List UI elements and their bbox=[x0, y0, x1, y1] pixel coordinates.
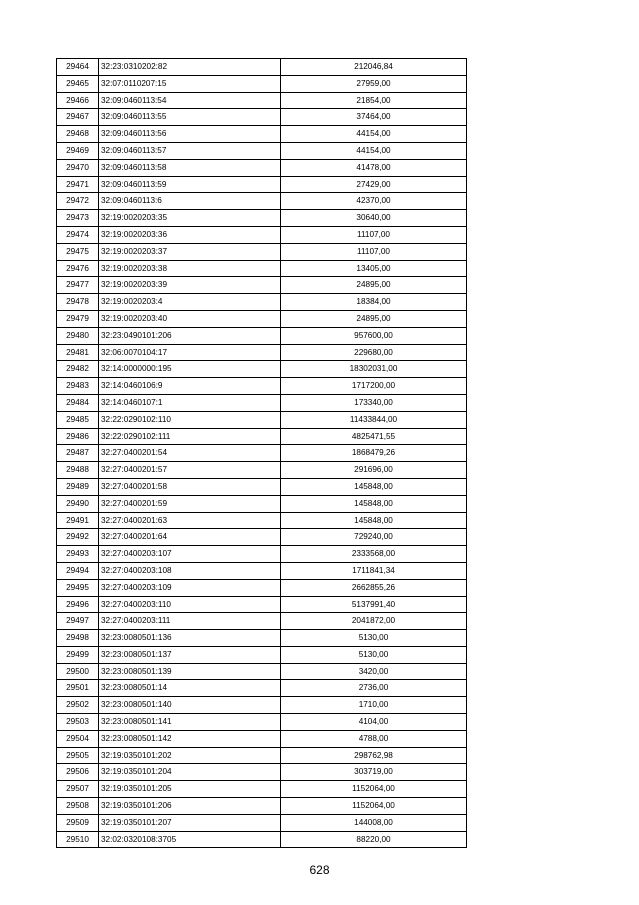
row-number-cell: 29474 bbox=[57, 226, 99, 243]
cadastral-number-cell: 32:23:0080501:14 bbox=[99, 680, 281, 697]
value-cell: 37464,00 bbox=[281, 109, 467, 126]
table-row bbox=[57, 546, 467, 563]
table-row bbox=[57, 714, 467, 731]
row-number-cell: 29469 bbox=[57, 142, 99, 159]
cadastral-number-cell: 32:19:0350101:206 bbox=[99, 798, 281, 815]
cadastral-number-cell: 32:23:0080501:142 bbox=[99, 730, 281, 747]
row-number-cell: 29482 bbox=[57, 361, 99, 378]
row-number-cell: 29470 bbox=[57, 159, 99, 176]
cadastral-number-cell: 32:19:0020203:38 bbox=[99, 260, 281, 277]
cadastral-number-cell: 32:27:0400201:57 bbox=[99, 462, 281, 479]
table-row bbox=[57, 613, 467, 630]
row-number-cell: 29493 bbox=[57, 546, 99, 563]
table-row bbox=[57, 831, 467, 848]
table-row bbox=[57, 294, 467, 311]
table-row bbox=[57, 109, 467, 126]
value-cell: 44154,00 bbox=[281, 142, 467, 159]
row-number-cell: 29506 bbox=[57, 764, 99, 781]
table-row bbox=[57, 646, 467, 663]
value-cell: 18384,00 bbox=[281, 294, 467, 311]
cadastral-number-cell: 32:19:0350101:207 bbox=[99, 814, 281, 831]
cadastral-number-cell: 32:27:0400203:107 bbox=[99, 546, 281, 563]
table-row bbox=[57, 495, 467, 512]
cadastral-number-cell: 32:22:0290102:110 bbox=[99, 411, 281, 428]
table-row bbox=[57, 680, 467, 697]
value-cell: 957600,00 bbox=[281, 327, 467, 344]
cadastral-number-cell: 32:27:0400203:109 bbox=[99, 579, 281, 596]
table-row bbox=[57, 596, 467, 613]
row-number-cell: 29496 bbox=[57, 596, 99, 613]
value-cell: 5130,00 bbox=[281, 646, 467, 663]
table-row bbox=[57, 529, 467, 546]
value-cell: 24895,00 bbox=[281, 310, 467, 327]
table-row bbox=[57, 562, 467, 579]
cadastral-number-cell: 32:23:0080501:137 bbox=[99, 646, 281, 663]
row-number-cell: 29464 bbox=[57, 59, 99, 76]
row-number-cell: 29501 bbox=[57, 680, 99, 697]
value-cell: 4825471,55 bbox=[281, 428, 467, 445]
table-row bbox=[57, 814, 467, 831]
value-cell: 145848,00 bbox=[281, 478, 467, 495]
table-body bbox=[57, 59, 467, 848]
table-row bbox=[57, 159, 467, 176]
row-number-cell: 29475 bbox=[57, 243, 99, 260]
table-row bbox=[57, 411, 467, 428]
cadastral-number-cell: 32:14:0460107:1 bbox=[99, 394, 281, 411]
value-cell: 88220,00 bbox=[281, 831, 467, 848]
cadastral-number-cell: 32:19:0020203:39 bbox=[99, 277, 281, 294]
value-cell: 13405,00 bbox=[281, 260, 467, 277]
row-number-cell: 29486 bbox=[57, 428, 99, 445]
value-cell: 145848,00 bbox=[281, 495, 467, 512]
value-cell: 11433844,00 bbox=[281, 411, 467, 428]
value-cell: 1868479,26 bbox=[281, 445, 467, 462]
row-number-cell: 29494 bbox=[57, 562, 99, 579]
table-row bbox=[57, 512, 467, 529]
table-row bbox=[57, 243, 467, 260]
value-cell: 11107,00 bbox=[281, 243, 467, 260]
row-number-cell: 29507 bbox=[57, 781, 99, 798]
table-row bbox=[57, 327, 467, 344]
cadastral-number-cell: 32:27:0400201:54 bbox=[99, 445, 281, 462]
table-row bbox=[57, 663, 467, 680]
row-number-cell: 29491 bbox=[57, 512, 99, 529]
value-cell: 2041872,00 bbox=[281, 613, 467, 630]
table-row bbox=[57, 747, 467, 764]
cadastral-number-cell: 32:27:0400201:58 bbox=[99, 478, 281, 495]
row-number-cell: 29487 bbox=[57, 445, 99, 462]
table-row bbox=[57, 210, 467, 227]
table-row bbox=[57, 697, 467, 714]
value-cell: 41478,00 bbox=[281, 159, 467, 176]
cadastral-number-cell: 32:07:0110207:15 bbox=[99, 75, 281, 92]
table-row bbox=[57, 193, 467, 210]
value-cell: 1152064,00 bbox=[281, 798, 467, 815]
cadastral-number-cell: 32:19:0020203:40 bbox=[99, 310, 281, 327]
row-number-cell: 29481 bbox=[57, 344, 99, 361]
row-number-cell: 29472 bbox=[57, 193, 99, 210]
value-cell: 44154,00 bbox=[281, 126, 467, 143]
row-number-cell: 29478 bbox=[57, 294, 99, 311]
value-cell: 27429,00 bbox=[281, 176, 467, 193]
value-cell: 18302031,00 bbox=[281, 361, 467, 378]
row-number-cell: 29504 bbox=[57, 730, 99, 747]
row-number-cell: 29498 bbox=[57, 630, 99, 647]
cadastral-number-cell: 32:23:0080501:139 bbox=[99, 663, 281, 680]
value-cell: 5130,00 bbox=[281, 630, 467, 647]
table-row bbox=[57, 59, 467, 76]
table-row bbox=[57, 798, 467, 815]
cadastral-number-cell: 32:09:0460113:55 bbox=[99, 109, 281, 126]
cadastral-number-cell: 32:23:0490101:206 bbox=[99, 327, 281, 344]
row-number-cell: 29485 bbox=[57, 411, 99, 428]
value-cell: 2662855,26 bbox=[281, 579, 467, 596]
row-number-cell: 29484 bbox=[57, 394, 99, 411]
row-number-cell: 29477 bbox=[57, 277, 99, 294]
value-cell: 144008,00 bbox=[281, 814, 467, 831]
row-number-cell: 29492 bbox=[57, 529, 99, 546]
value-cell: 145848,00 bbox=[281, 512, 467, 529]
value-cell: 21854,00 bbox=[281, 92, 467, 109]
row-number-cell: 29466 bbox=[57, 92, 99, 109]
cadastral-number-cell: 32:09:0460113:59 bbox=[99, 176, 281, 193]
row-number-cell: 29468 bbox=[57, 126, 99, 143]
row-number-cell: 29497 bbox=[57, 613, 99, 630]
value-cell: 303719,00 bbox=[281, 764, 467, 781]
row-number-cell: 29479 bbox=[57, 310, 99, 327]
row-number-cell: 29499 bbox=[57, 646, 99, 663]
cadastral-number-cell: 32:09:0460113:58 bbox=[99, 159, 281, 176]
row-number-cell: 29503 bbox=[57, 714, 99, 731]
value-cell: 298762,98 bbox=[281, 747, 467, 764]
value-cell: 291696,00 bbox=[281, 462, 467, 479]
value-cell: 3420,00 bbox=[281, 663, 467, 680]
cadastral-number-cell: 32:06:0070104:17 bbox=[99, 344, 281, 361]
value-cell: 4104,00 bbox=[281, 714, 467, 731]
cadastral-number-cell: 32:27:0400203:110 bbox=[99, 596, 281, 613]
table-row bbox=[57, 277, 467, 294]
row-number-cell: 29465 bbox=[57, 75, 99, 92]
cadastral-value-table bbox=[56, 58, 467, 848]
value-cell: 1711841,34 bbox=[281, 562, 467, 579]
row-number-cell: 29500 bbox=[57, 663, 99, 680]
cadastral-number-cell: 32:27:0400203:108 bbox=[99, 562, 281, 579]
value-cell: 229680,00 bbox=[281, 344, 467, 361]
cadastral-number-cell: 32:19:0020203:36 bbox=[99, 226, 281, 243]
row-number-cell: 29488 bbox=[57, 462, 99, 479]
value-cell: 4788,00 bbox=[281, 730, 467, 747]
table-row bbox=[57, 730, 467, 747]
row-number-cell: 29490 bbox=[57, 495, 99, 512]
page-number: 628 bbox=[309, 863, 330, 877]
row-number-cell: 29489 bbox=[57, 478, 99, 495]
row-number-cell: 29505 bbox=[57, 747, 99, 764]
row-number-cell: 29473 bbox=[57, 210, 99, 227]
cadastral-number-cell: 32:19:0020203:37 bbox=[99, 243, 281, 260]
value-cell: 212046,84 bbox=[281, 59, 467, 76]
cadastral-number-cell: 32:14:0000000:195 bbox=[99, 361, 281, 378]
value-cell: 42370,00 bbox=[281, 193, 467, 210]
value-cell: 11107,00 bbox=[281, 226, 467, 243]
table-row bbox=[57, 142, 467, 159]
cadastral-number-cell: 32:27:0400201:63 bbox=[99, 512, 281, 529]
table-row bbox=[57, 378, 467, 395]
cadastral-number-cell: 32:19:0020203:35 bbox=[99, 210, 281, 227]
value-cell: 1152064,00 bbox=[281, 781, 467, 798]
cadastral-number-cell: 32:27:0400201:59 bbox=[99, 495, 281, 512]
table-row bbox=[57, 260, 467, 277]
table-row bbox=[57, 428, 467, 445]
table-row bbox=[57, 361, 467, 378]
row-number-cell: 29471 bbox=[57, 176, 99, 193]
cadastral-number-cell: 32:19:0350101:204 bbox=[99, 764, 281, 781]
row-number-cell: 29510 bbox=[57, 831, 99, 848]
value-cell: 30640,00 bbox=[281, 210, 467, 227]
cadastral-number-cell: 32:09:0460113:56 bbox=[99, 126, 281, 143]
table-row bbox=[57, 462, 467, 479]
cadastral-number-cell: 32:09:0460113:6 bbox=[99, 193, 281, 210]
table-row bbox=[57, 176, 467, 193]
row-number-cell: 29495 bbox=[57, 579, 99, 596]
value-cell: 173340,00 bbox=[281, 394, 467, 411]
cadastral-number-cell: 32:27:0400203:111 bbox=[99, 613, 281, 630]
value-cell: 729240,00 bbox=[281, 529, 467, 546]
cadastral-number-cell: 32:23:0080501:141 bbox=[99, 714, 281, 731]
table-row bbox=[57, 310, 467, 327]
cadastral-number-cell: 32:02:0320108:3705 bbox=[99, 831, 281, 848]
cadastral-number-cell: 32:09:0460113:57 bbox=[99, 142, 281, 159]
row-number-cell: 29502 bbox=[57, 697, 99, 714]
cadastral-number-cell: 32:23:0080501:140 bbox=[99, 697, 281, 714]
table-row bbox=[57, 344, 467, 361]
value-cell: 27959,00 bbox=[281, 75, 467, 92]
table-row bbox=[57, 630, 467, 647]
row-number-cell: 29476 bbox=[57, 260, 99, 277]
cadastral-number-cell: 32:23:0080501:136 bbox=[99, 630, 281, 647]
cadastral-number-cell: 32:23:0310202:82 bbox=[99, 59, 281, 76]
value-cell: 2736,00 bbox=[281, 680, 467, 697]
cadastral-number-cell: 32:19:0350101:205 bbox=[99, 781, 281, 798]
table-row bbox=[57, 226, 467, 243]
row-number-cell: 29467 bbox=[57, 109, 99, 126]
table-row bbox=[57, 781, 467, 798]
row-number-cell: 29509 bbox=[57, 814, 99, 831]
value-cell: 2333568,00 bbox=[281, 546, 467, 563]
value-cell: 1710,00 bbox=[281, 697, 467, 714]
cadastral-number-cell: 32:19:0350101:202 bbox=[99, 747, 281, 764]
row-number-cell: 29508 bbox=[57, 798, 99, 815]
value-cell: 1717200,00 bbox=[281, 378, 467, 395]
value-cell: 24895,00 bbox=[281, 277, 467, 294]
cadastral-number-cell: 32:14:0460106:9 bbox=[99, 378, 281, 395]
table-row bbox=[57, 579, 467, 596]
value-cell: 5137991,40 bbox=[281, 596, 467, 613]
table-row bbox=[57, 126, 467, 143]
row-number-cell: 29480 bbox=[57, 327, 99, 344]
table-row bbox=[57, 394, 467, 411]
table-row bbox=[57, 764, 467, 781]
table-row bbox=[57, 92, 467, 109]
table-row bbox=[57, 445, 467, 462]
cadastral-number-cell: 32:19:0020203:4 bbox=[99, 294, 281, 311]
table-row bbox=[57, 478, 467, 495]
cadastral-number-cell: 32:27:0400201:64 bbox=[99, 529, 281, 546]
row-number-cell: 29483 bbox=[57, 378, 99, 395]
cadastral-number-cell: 32:22:0290102:111 bbox=[99, 428, 281, 445]
table-row bbox=[57, 75, 467, 92]
cadastral-number-cell: 32:09:0460113:54 bbox=[99, 92, 281, 109]
